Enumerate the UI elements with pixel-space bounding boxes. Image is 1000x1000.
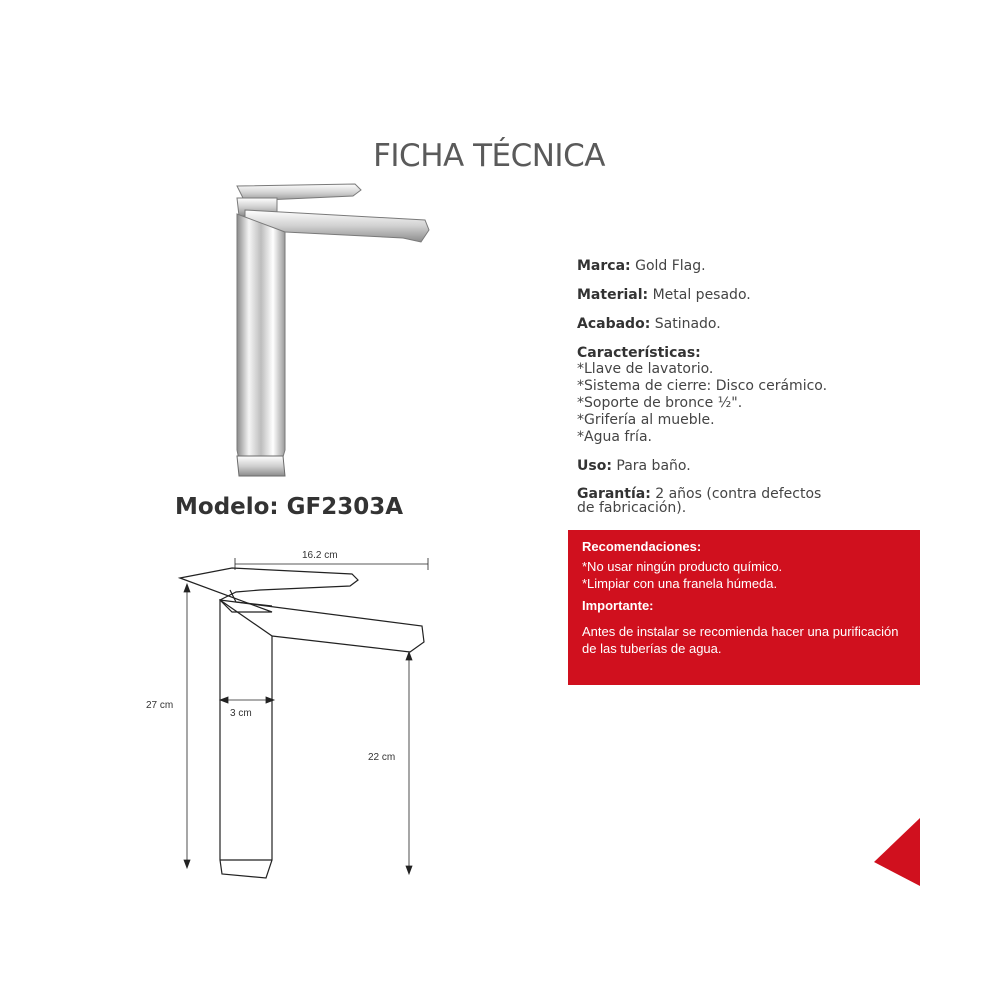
dimension-diagram bbox=[140, 540, 440, 885]
spec-material-value: Metal pesado. bbox=[652, 287, 751, 303]
recommendation-item: *Limpiar con una franela húmeda. bbox=[582, 576, 778, 591]
important-title: Importante: bbox=[582, 598, 654, 613]
spec-use-value: Para baño. bbox=[616, 458, 691, 474]
spec-warranty-value-1: 2 años (contra defectos bbox=[655, 486, 822, 502]
dim-height-total-label: 27 cm bbox=[146, 700, 174, 711]
page-title: FICHA TÉCNICA bbox=[373, 138, 605, 174]
spec-brand-label: Marca: bbox=[577, 258, 631, 274]
specs-panel bbox=[577, 258, 907, 515]
spec-finish-label: Acabado: bbox=[577, 316, 651, 332]
feature-item: *Agua fría. bbox=[577, 429, 652, 445]
feature-item: *Grifería al mueble. bbox=[577, 412, 715, 428]
corner-triangle-decoration bbox=[874, 818, 920, 886]
spec-finish-value: Satinado. bbox=[654, 316, 721, 332]
spec-features bbox=[577, 345, 907, 446]
recommendation-item: *No usar ningún producto químico. bbox=[582, 559, 783, 574]
recommendations-title: Recomendaciones: bbox=[582, 539, 702, 554]
feature-item: *Sistema de cierre: Disco cerámico. bbox=[577, 378, 828, 394]
spec-brand-value: Gold Flag. bbox=[635, 258, 706, 274]
spec-use-label: Uso: bbox=[577, 458, 612, 474]
spec-features-label: Características: bbox=[577, 345, 701, 361]
spec-material bbox=[577, 287, 907, 304]
spec-use bbox=[577, 458, 907, 475]
model-label: Modelo: GF2303A bbox=[175, 494, 404, 520]
feature-item: *Llave de lavatorio. bbox=[577, 361, 714, 377]
recommendations-box bbox=[568, 530, 920, 685]
spec-brand bbox=[577, 258, 907, 275]
dim-width-label: 16.2 cm bbox=[302, 550, 338, 561]
spec-warranty bbox=[577, 487, 907, 515]
spec-warranty-value-2: de fabricación). bbox=[577, 500, 687, 516]
spec-material-label: Material: bbox=[577, 287, 649, 303]
feature-item: *Soporte de bronce ½". bbox=[577, 395, 743, 411]
important-text: Antes de instalar se recomienda hacer una purificación de las tuberías de agua. bbox=[582, 624, 899, 656]
spec-warranty-label: Garantía: bbox=[577, 486, 651, 502]
faucet-photo bbox=[225, 180, 435, 480]
dim-body-width-label: 3 cm bbox=[230, 708, 252, 719]
dim-spout-height-label: 22 cm bbox=[368, 752, 396, 763]
spec-finish bbox=[577, 316, 907, 333]
